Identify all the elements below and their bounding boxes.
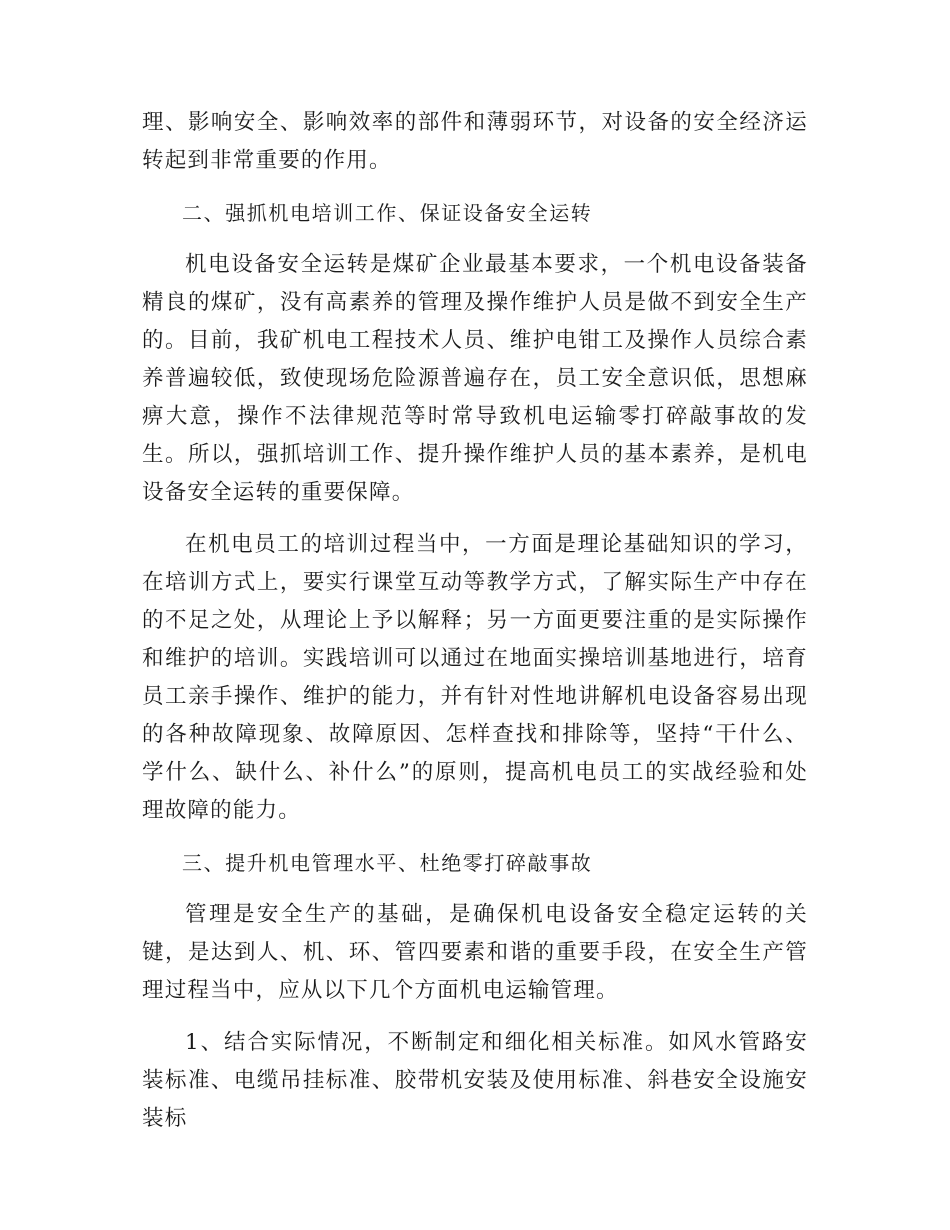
section-heading-2: 二、强抓机电培训工作、保证设备安全运转 <box>182 201 593 225</box>
paragraph-item-1: 1、结合实际情况，不断制定和细化相关标准。如风水管路安装标准、电缆吊挂标准、胶带机安装及使用标准、斜巷安全设施安装标 <box>142 1030 808 1131</box>
paragraph-management-basis: 管理是安全生产的基础，是确保机电设备安全稳定运转的关键，是达到人、机、环、管四要素和谐的重要手段，在安全生产管理过程当中，应从以下几个方面机电运输管理。 <box>142 902 808 1003</box>
paragraph-equipment-safety: 机电设备安全运转是煤矿企业最基本要求，一个机电设备装备精良的煤矿，没有高素养的管理及操作维护人员是做不到安全生产的。目前，我矿机电工程技术人员、维护电钳工及操作人员综合素养普遍较低，致使现场危险源普遍存在，员工安全意识低，思想麻痹大意，操作不法律规范等时常导致机电运输零打碎敲事故的发生。所以，强抓培训工作、提升操作维护人员的基本素养，是机电设备安全运转的重要保障。 <box>142 252 808 505</box>
paragraph-training-process: 在机电员工的培训过程当中，一方面是理论基础知识的学习，在培训方式上，要实行课堂互动等教学方式，了解实际生产中存在的不足之处，从理论上予以解释；另一方面更要注重的是实际操作和维护的培训。实践培训可以通过在地面实操培训基地进行，培育员工亲手操作、维护的能力，并有针对性地讲解机电设备容易出现的各种故障现象、故障原因、怎样查找和排除等，坚持“干什么、学什么、缺什么、补什么”的原则，提高机电员工的实战经验和处理故障的能力。 <box>142 532 808 823</box>
document-body <box>142 104 808 1138</box>
section-heading-3: 三、提升机电管理水平、杜绝零打碎敲事故 <box>182 851 593 875</box>
paragraph-continuation: 理、影响安全、影响效率的部件和薄弱环节，对设备的安全经济运转起到非常重要的作用。 <box>142 110 808 173</box>
